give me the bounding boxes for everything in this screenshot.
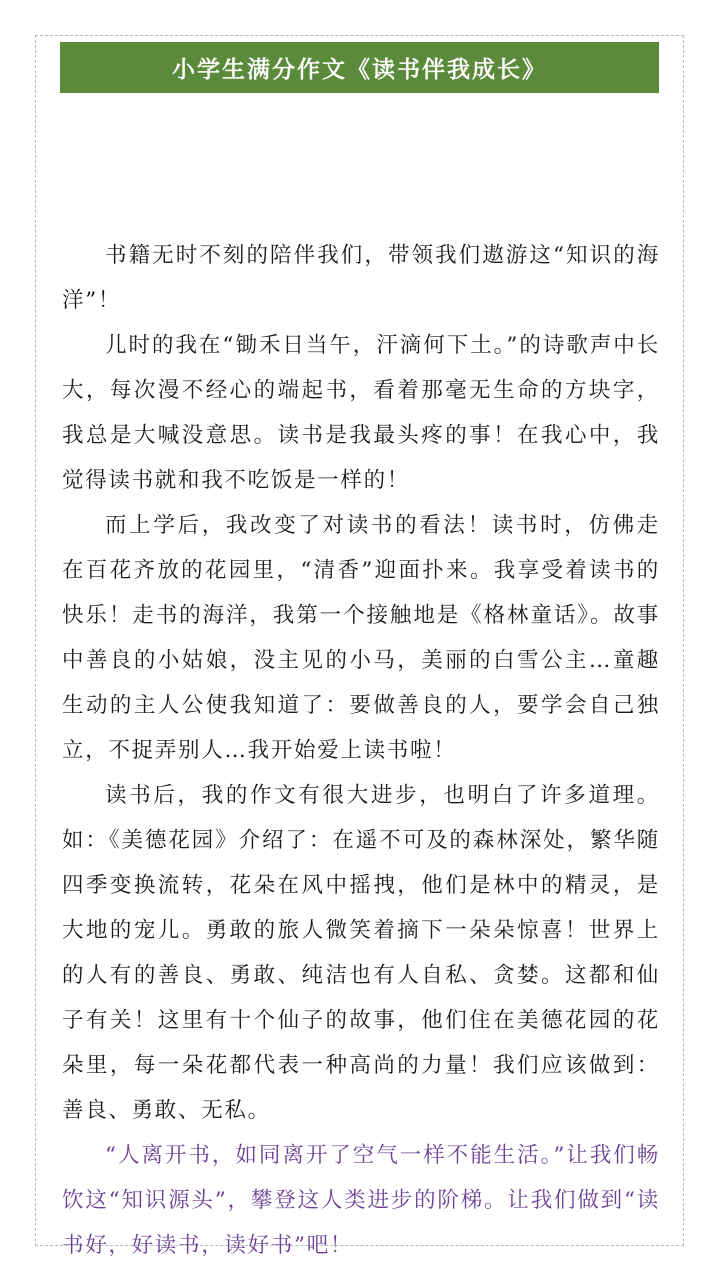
title-banner xyxy=(60,42,659,93)
paragraph-school: 而上学后，我改变了对读书的看法！读书时，仿佛走在百花齐放的花园里，“清香”迎面扑来。我享受着读书的快乐！走书的海洋，我第一个接触地是《格林童话》。故事中善良的小姑娘，没主见的小马，美丽的白雪公主…童趣生动的主人公使我知道了：要做善良的人，要学会自己独立，不捉弄别人…我开始爱上读书啦！ xyxy=(62,513,660,763)
paragraph-childhood: 儿时的我在“锄禾日当午，汗滴何下土。”的诗歌声中长大，每次漫不经心的端起书，看着那毫无生命的方块字，我总是大喊没意思。读书是我最头疼的事！在我心中，我觉得读书就和我不吃饭是一样的！ xyxy=(62,333,660,493)
paragraph-progress: 读书后，我的作文有很大进步，也明白了许多道理。如：《美德花园》介绍了：在遥不可及的森林深处，繁华随四季变换流转，花朵在风中摇拽，他们是林中的精灵，是大地的宠儿。勇敢的旅人微笑着摘下一朵朵惊喜！世界上的人有的善良、勇敢、纯洁也有人自私、贪婪。这都和仙子有关！这里有十个仙子的故事，他们住在美德花园的花朵里，每一朵花都代表一种高尚的力量！我们应该做到：善良、勇敢、无私。 xyxy=(62,783,660,1123)
article-title: 小学生满分作文《读书伴我成长》 xyxy=(172,56,547,83)
article-body xyxy=(62,233,660,1268)
paragraph-intro: 书籍无时不刻的陪伴我们，带领我们遨游这“知识的海洋”！ xyxy=(62,243,660,313)
paragraph-closing-quote: “人离开书，如同离开了空气一样不能生活。”让我们畅饮这“知识源头”，攀登这人类进步的阶梯。让我们做到“读书好，好读书，读好书”吧！ xyxy=(62,1143,660,1258)
